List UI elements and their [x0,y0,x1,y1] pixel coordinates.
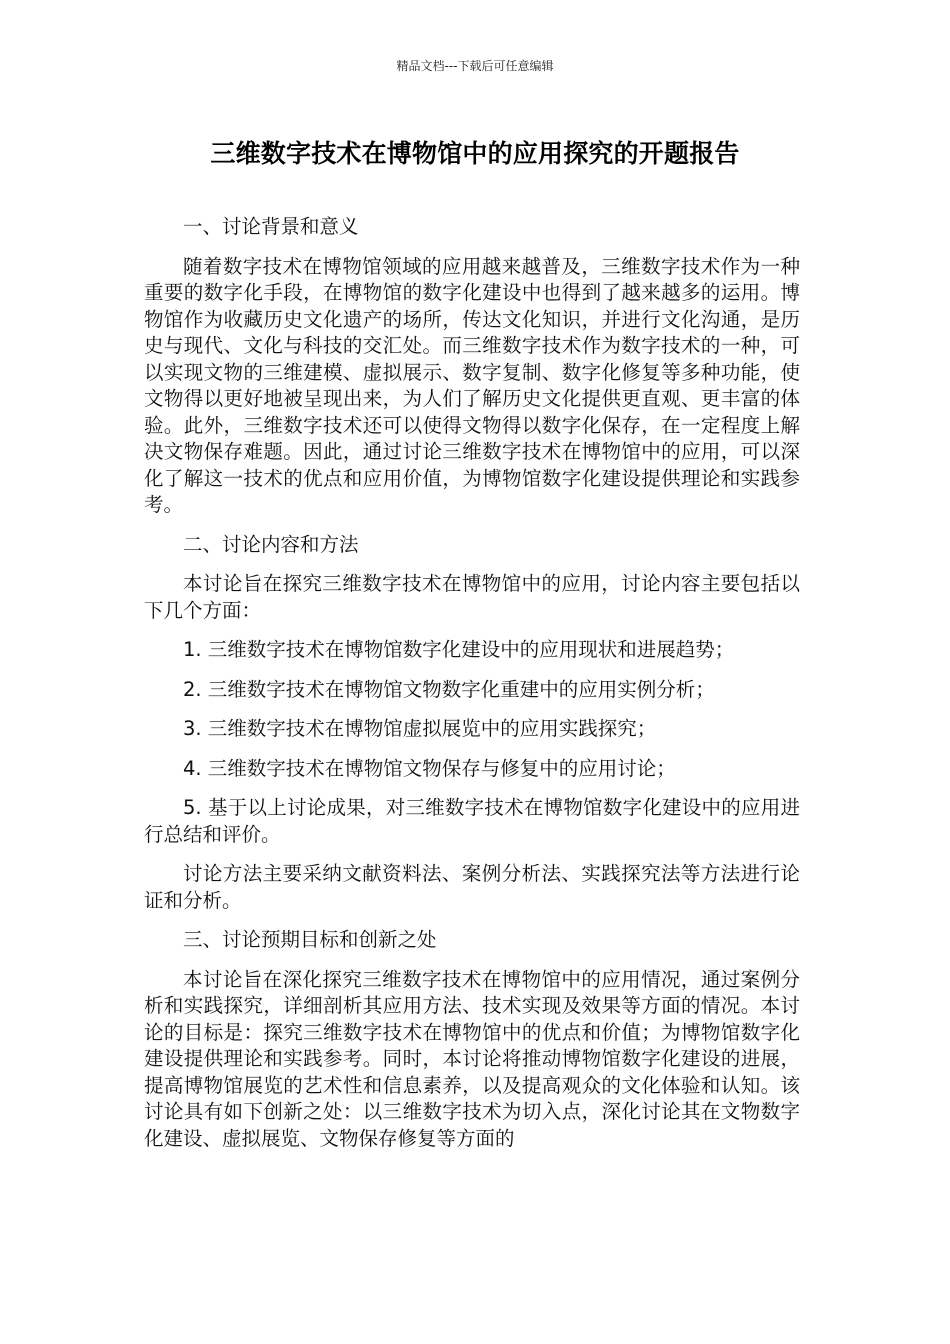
list-item: 1. 三维数字技术在博物馆数字化建设中的应用现状和进展趋势； [183,638,735,661]
paragraph-goals: 本讨论旨在深化探究三维数字技术在博物馆中的应用情况，通过案例分析和实践探究，详细剖析其应用方法、技术实现及效果等方面的情况。本讨论的目标是：探究三维数字技术在博物馆中的优点和价值；为博物馆数字化建设提供理论和实践参考。同时，本讨论将推动博物馆数字化建设的进展，提高博物馆展览的艺术性和信息素养，以及提高观众的文化体验和认知。该讨论具有如下创新之处：以三维数字技术为切入点，深化讨论其在文物数字化建设、虚拟展览、文物保存修复等方面的 [144,967,800,1150]
section-heading-goals-innovation: 三、讨论预期目标和创新之处 [183,928,437,951]
paragraph-background: 随着数字技术在博物馆领域的应用越来越普及，三维数字技术作为一种重要的数字化手段，在博物馆的数字化建设中也得到了越来越多的运用。博物馆作为收藏历史文化遗产的场所，传达文化知识，并进行文化沟通，是历史与现代、文化与科技的交汇处。而三维数字技术作为数字技术的一种，可以实现文物的三维建模、虚拟展示、数字复制、数字化修复等多种功能，使文物得以更好地被呈现出来，为人们了解历史文化提供更直观、更丰富的体验。此外，三维数字技术还可以使得文物得以数字化保存，在一定程度上解决文物保存难题。因此，通过讨论三维数字技术在博物馆中的应用，可以深化了解这一技术的优点和应用价值，为博物馆数字化建设提供理论和实践参考。 [144,254,800,516]
section-heading-background: 一、讨论背景和意义 [183,215,359,238]
document-title: 三维数字技术在博物馆中的应用探究的开题报告 [210,139,740,168]
list-item: 4. 三维数字技术在博物馆文物保存与修复中的应用讨论； [183,756,676,780]
header-note: 精品文档---下载后可任意编辑 [396,59,554,73]
paragraph-content-intro: 本讨论旨在探究三维数字技术在博物馆中的应用，讨论内容主要包括以下几个方面： [144,572,800,622]
paragraph-methods: 讨论方法主要采纳文献资料法、案例分析法、实践探究法等方法进行论证和分析。 [144,862,800,912]
document-body [144,214,800,1165]
section-heading-content-methods: 二、讨论内容和方法 [183,532,359,556]
list-item: 3. 三维数字技术在博物馆虚拟展览中的应用实践探究； [183,717,657,740]
list-item: 5. 基于以上讨论成果，对三维数字技术在博物馆数字化建设中的应用进行总结和评价。 [144,796,800,846]
list-item: 2. 三维数字技术在博物馆文物数字化重建中的应用实例分析； [183,677,715,701]
